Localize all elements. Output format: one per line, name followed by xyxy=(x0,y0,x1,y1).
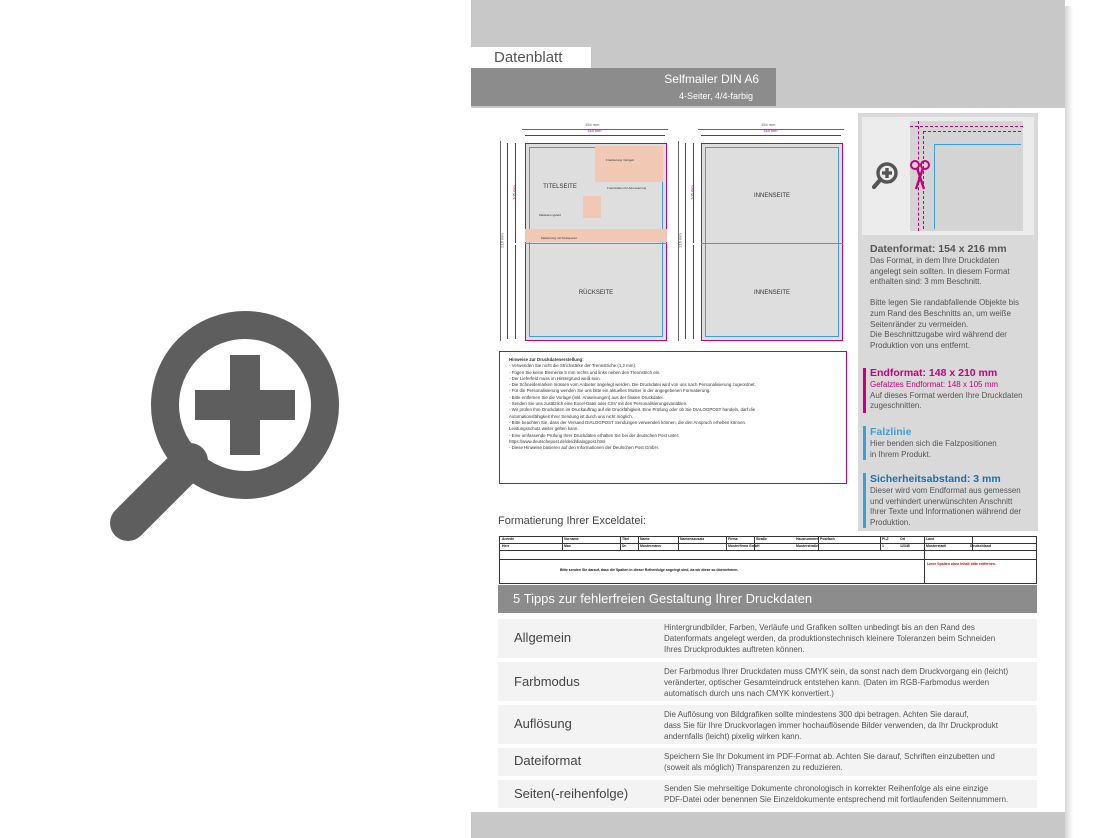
excel-header: Anrede xyxy=(502,537,515,541)
info-line: Produktion. xyxy=(870,517,911,527)
tip-line: Senden Sie mehrseitige Dokumente chronologisch in korrekter Reihenfolge als eine einzige xyxy=(664,784,989,793)
tip-text xyxy=(664,751,1034,773)
info-line: Produktion von uns entfernt. xyxy=(870,340,971,350)
excel-example-cell: Musterfirma GmbH xyxy=(728,544,760,548)
falzlinie-accent xyxy=(863,426,866,460)
info-line: enthalten sind: 3 mm Beschnitt. xyxy=(870,277,982,287)
tip-text xyxy=(664,622,1034,655)
dim-half-left: 105 mm xyxy=(511,185,517,200)
excel-header: Straße xyxy=(756,537,767,541)
info-line: Das Format, in dem Ihre Druckdaten xyxy=(870,256,1000,265)
stamp-zone xyxy=(595,146,663,182)
tip-line: Der Farbmodus Ihrer Druckdaten muss CMYK sein, da sonst nach dem Druckvorgang ein (leicht) xyxy=(664,667,1009,676)
excel-format-table xyxy=(499,536,1037,584)
safe-right xyxy=(705,147,839,337)
hint-item: - Für die Personalisierung wenden Sie uns bitte ein aktuelles Muster in der angegebenen Formatierung. xyxy=(509,388,711,394)
panel-rueckseite: RÜCKSEITE xyxy=(578,290,614,296)
excel-example-cell: Herr xyxy=(502,544,510,548)
hints-heading: Hinweise zur Druckdatenerstellung: xyxy=(509,357,584,362)
tip-line: automatisch durch uns nach CMYK konvertiert.) xyxy=(664,689,834,698)
sicherheit-accent xyxy=(863,473,866,528)
tip-line: (soweit als möglich) Transparenzen zu reduzieren. xyxy=(664,763,843,772)
sicherheit-heading: Sicherheitsabstand: 3 mm xyxy=(870,473,1001,485)
tip-line: Die Auflösung von Bildgrafiken sollte mindestens 300 dpi betragen. Achten Sie darauf, xyxy=(664,710,969,719)
tip-line: andernfalls (leicht) pixelig wirken kann. xyxy=(664,732,802,741)
hint-item: - Der Lieferfeld muss im Hintergrund weiß sein. xyxy=(509,375,601,381)
excel-header: Namenszusatz xyxy=(680,537,705,541)
dim-width-inner-left: 148 mm xyxy=(587,128,602,133)
excel-example-cell: Musterstadt xyxy=(926,544,946,548)
excel-header: Name xyxy=(640,537,650,541)
fold-left xyxy=(525,243,667,244)
info-line: und verhindert unerwünschten Anschnitt xyxy=(870,496,1013,506)
excel-example-cell: 12345 xyxy=(900,544,910,548)
dim-half-right: 105 mm xyxy=(689,185,695,200)
dim-height-left: 216 mm xyxy=(499,233,505,248)
print-hints-box xyxy=(499,351,847,484)
falzlinie-block xyxy=(870,426,1034,460)
info-line: Auf dieses Format werden Ihre Druckdaten xyxy=(870,390,1023,400)
falzlinie-heading: Falzlinie xyxy=(870,426,912,438)
excel-example-cell: Musterstraße xyxy=(796,544,818,548)
excel-header: Titel xyxy=(622,537,630,541)
excel-header: Firma xyxy=(728,537,738,541)
excel-header: Postfach xyxy=(820,537,835,541)
endformat-sub: Gefalztes Endformat: 148 x 105 mm xyxy=(870,380,999,389)
dim-width-outer-left: 154 mm xyxy=(585,122,600,127)
tip-label: Dateiformat xyxy=(514,753,582,768)
hint-item: - Die Schneidemarken müssen vom Anbieter angelegt werden. Die Druckdatei wird von uns nach Personalisierung zugeordnet. xyxy=(509,382,756,388)
tip-line: Datenformats angelegt werden, da produktionstechnisch kleinere Toleranzen beim Schneiden xyxy=(664,634,996,643)
dim-width-outer-right: 154 mm xyxy=(761,122,776,127)
tip-text xyxy=(664,783,1034,805)
dim-width-inner-right: 148 mm xyxy=(763,128,778,133)
datasheet-page xyxy=(471,0,1065,838)
hint-item: - Fügen Sie keine Elemente 5 mm rechts und links neben den Trennstrich ein. xyxy=(509,369,661,375)
panel-innenseite-lower: INNENSEITE xyxy=(753,290,790,296)
dim-height-right: 216 mm xyxy=(677,233,683,248)
datenformat-heading: Datenformat: 154 x 216 mm xyxy=(870,243,1007,255)
scissors-icon xyxy=(909,159,931,191)
tip-line: PDF-Datei oder benennen Sie Einzeldokumente entsprechend mit fortlaufenden Seitennummern. xyxy=(664,795,1009,804)
excel-note: Bitte senden Sie darauf, dass die Spalten in dieser Reihenfolge angelegt sind, da wir diese so übernehmen. xyxy=(560,568,739,572)
page-shadow xyxy=(1065,6,1073,838)
datenformat-block xyxy=(870,243,1034,351)
tip-line: veränderter, optischer Gesamteindruck entstehen kann. (Daten im RGB-Farbmodus werden xyxy=(664,678,990,687)
fold-note: Markierung mit Klebepunkt xyxy=(541,236,577,240)
excel-format-label: Formatierung Ihrer Exceldatei: xyxy=(498,515,646,527)
hint-item: - Verwenden Sie nicht die Strichstärke der Trennstriche (1,2 mm). xyxy=(509,363,637,369)
footer-band xyxy=(471,812,1065,838)
tip-label: Farbmodus xyxy=(514,674,580,689)
info-line: Die Beschnittzugabe wird während der xyxy=(870,330,1007,340)
info-line: Seitenränder zu vermeiden. xyxy=(870,319,969,329)
info-line xyxy=(870,288,1034,299)
zoom-in-icon[interactable] xyxy=(100,295,360,555)
code-zone xyxy=(583,196,601,218)
panel-titelseite: TITELSEITE xyxy=(543,184,577,190)
product-subtitle: 4-Seiter, 4/4-farbig xyxy=(678,91,753,101)
excel-example-cell: Mustermann xyxy=(640,544,661,548)
tip-label: Seiten(-reihenfolge) xyxy=(514,786,629,801)
info-line: zum Rand des Beschnitts an, um weiße xyxy=(870,308,1011,318)
hint-item: - Bitte entfernen Sie die Vorlage (inkl. Anweisungen) aus der finalen Druckdatei. xyxy=(509,394,664,400)
hint-item: Leistungsschutz weiter gelten kann. xyxy=(509,426,579,432)
info-line: angelegt sein sollten. In diesem Format xyxy=(870,266,1010,276)
code-note: Maskierungsfeld xyxy=(539,213,561,217)
excel-example-cell: Max xyxy=(564,544,571,548)
address-note: Freizuhalten für Adressierung xyxy=(607,186,647,190)
tip-line: dass Sie für Ihre Druckvorlagen immer hochauflösende Bilder verwenden, da Ihr Druckprodukt xyxy=(664,721,998,730)
excel-red-note: Leere Spalten ohne Inhalt bitte entfernen. xyxy=(927,562,996,566)
excel-example-cell: Deutschland xyxy=(970,544,992,548)
tips-title: 5 Tipps zur fehlerfreien Gestaltung Ihrer Druckdaten xyxy=(513,591,813,606)
tip-line: Hintergrundbilder, Farben, Verläufe und Grafiken sollten unbedingt bis an den Rand des xyxy=(664,623,975,632)
info-line: Hier benden sich die Falzpositionen xyxy=(870,439,997,448)
endformat-accent xyxy=(863,368,866,413)
sicherheit-block xyxy=(870,473,1034,528)
hint-item: - Diese Hinweise basieren auf den Informationen der Deutschen Post GmbH. xyxy=(509,445,659,451)
excel-header: Vorname xyxy=(564,537,579,541)
document-title: Datenblatt xyxy=(494,49,563,66)
info-line: Bitte legen Sie randabfallende Objekte bis xyxy=(870,298,1019,308)
hint-item: - Wir prüfen Ihre Druckdaten im Druckauftrag auf die Druckfähigkeit. Eine Prüfung oder ob Sie DIALOGPOST handeln, darf die xyxy=(509,407,756,413)
hint-item: Automationsfähigkeit Ihrer Sendung ist durch uns nicht möglich. xyxy=(509,413,633,419)
tip-line: Ihres Druckproduktes auftreten können. xyxy=(664,645,805,654)
tip-label: Auflösung xyxy=(514,716,572,731)
excel-header: Ort xyxy=(900,537,906,541)
product-name: Selfmailer DIN A6 xyxy=(664,72,759,86)
hint-item: https://www.deutschepost.de/de/d/dialogpost.html xyxy=(509,438,606,444)
excel-example-cell: Dr. xyxy=(622,544,627,548)
tip-text xyxy=(664,709,1034,742)
stamp-note: Frankierung / Entgelt xyxy=(606,158,634,162)
endformat-heading: Endformat: 148 x 210 mm xyxy=(870,367,998,379)
excel-header: PLZ xyxy=(882,537,889,541)
tip-text xyxy=(664,666,1034,699)
excel-header: Land xyxy=(926,537,935,541)
hint-item: - Eine umfassende Prüfung Ihrer Druckdaten erhalten Sie bei der deutschen Post unter: xyxy=(509,432,680,438)
tip-label: Allgemein xyxy=(514,630,572,645)
fold-right xyxy=(701,243,843,244)
zoom-in-icon[interactable] xyxy=(871,160,901,192)
hint-item: - Bitte beachten Sie, dass der Versand DIALOGPOST Sendungen verwenden können, die den Anspruch erheben können. xyxy=(509,419,747,425)
info-line: Dieser wird vom Endformat aus gemessen xyxy=(870,486,1021,495)
excel-example-cell: 1 xyxy=(882,544,884,548)
endformat-block xyxy=(870,367,1034,412)
excel-header: Hausnummer xyxy=(796,537,819,541)
hint-item: - Senden Sie uns zusätzlich eine Excel-Datei oder CSV mit den Personalisierungsvariablen. xyxy=(509,401,688,407)
info-line: in Ihrem Produkt. xyxy=(870,449,931,459)
tip-line: Speichern Sie Ihr Dokument im PDF-Format ab. Achten Sie darauf, Schriften einzubetten und xyxy=(664,752,995,761)
info-line: zugeschnitten. xyxy=(870,401,922,411)
info-line: Ihrer Texte und Informationen während der xyxy=(870,507,1022,517)
panel-innenseite-upper: INNENSEITE xyxy=(753,193,790,199)
